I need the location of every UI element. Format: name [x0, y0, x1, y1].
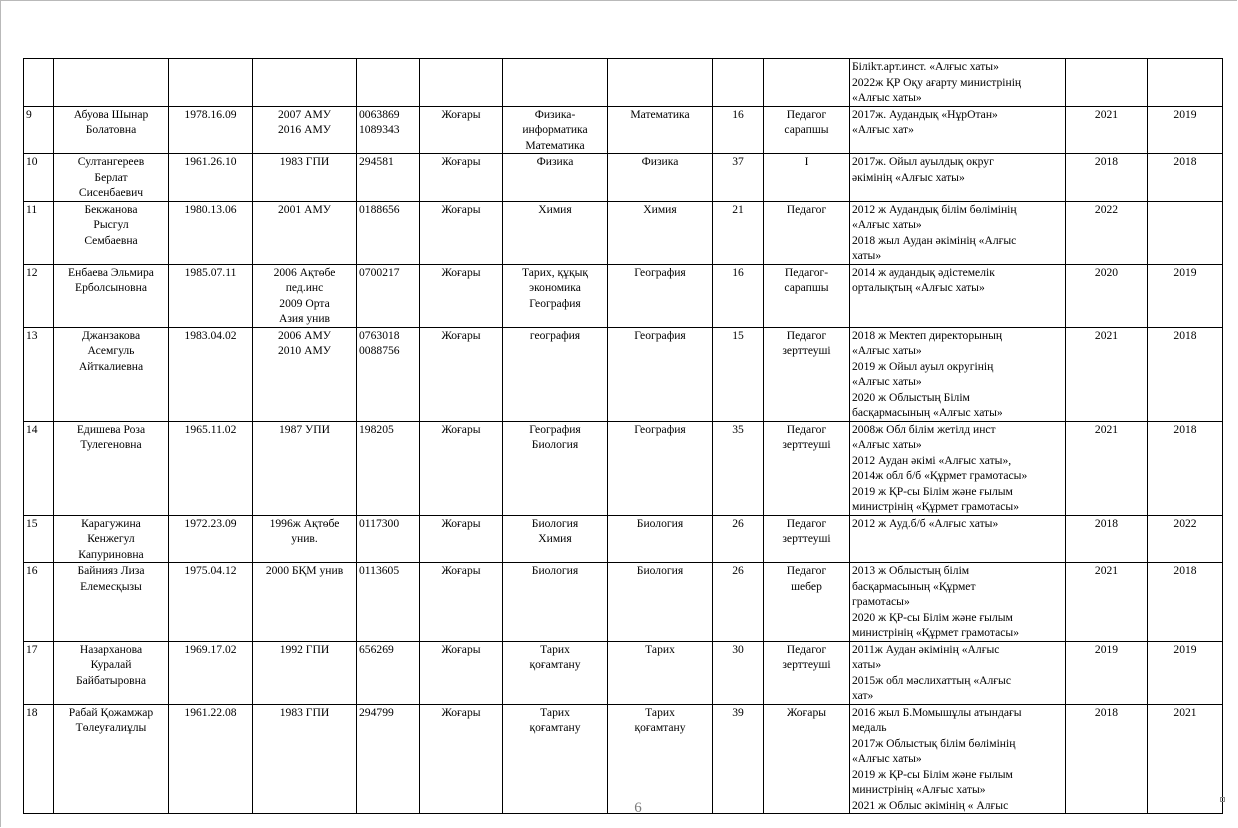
specialty-line: информатика	[522, 123, 588, 136]
cell-experience: 37	[713, 154, 764, 202]
awards-line: орталықтың «Алғыс хаты»	[852, 281, 985, 294]
diploma-line: 656269	[359, 642, 394, 656]
specialty-line: Биология	[531, 564, 579, 577]
table-row	[24, 515, 1223, 563]
cell-year1: 2021	[1066, 563, 1148, 642]
cell-experience: 16	[713, 264, 764, 327]
cell-birth: 1961.22.08	[169, 704, 253, 814]
edu-line: 2009 Орта	[279, 296, 330, 310]
cell-name	[54, 106, 169, 154]
page-corner-marker	[1220, 797, 1225, 802]
cell-level: Жоғары	[420, 421, 503, 515]
name-line: Рабай Қожамжар	[68, 705, 154, 719]
diploma-line: 294799	[359, 705, 394, 719]
awards-line: «Алғыс хаты»	[852, 344, 922, 357]
name-line: Назарханова	[79, 642, 143, 656]
cell-category	[764, 327, 850, 421]
awards-line: 2020 ж ҚР-сы Білім және ғылым	[852, 610, 1013, 624]
category-line: Педагог	[786, 328, 827, 342]
awards-line: министрінің «Алғыс хаты»	[852, 783, 986, 796]
name-line: Байбатыровна	[75, 673, 147, 687]
awards-line: грамотасы»	[852, 595, 910, 608]
table-row	[24, 327, 1223, 421]
cell-subject	[608, 154, 713, 202]
edu-line: 1992 ГПИ	[279, 642, 330, 656]
specialty-line: Тарих	[540, 642, 570, 656]
edu-line: 2000 БҚМ унив	[265, 564, 344, 577]
category-line: зерттеуші	[782, 532, 831, 545]
cell-specialty	[503, 264, 608, 327]
cell-subject	[608, 59, 713, 107]
cell-year2	[1148, 59, 1223, 107]
cell-birth	[169, 59, 253, 107]
cell-edu	[253, 59, 357, 107]
awards-line: 2011ж Аудан әкімінің «Алғыс	[852, 642, 1000, 656]
cell-year1: 2022	[1066, 201, 1148, 264]
cell-edu	[253, 154, 357, 202]
cell-category	[764, 641, 850, 704]
table-row	[24, 154, 1223, 202]
awards-line: 2016 жыл Б.Момышұлы атындағы	[852, 705, 1022, 719]
cell-birth: 1975.04.12	[169, 563, 253, 642]
cell-edu	[253, 327, 357, 421]
awards-line: 2017ж Облыстық білім бөлімінің	[852, 736, 1016, 750]
cell-level	[420, 59, 503, 107]
cell-awards	[850, 327, 1066, 421]
category-line: зерттеуші	[782, 658, 831, 671]
awards-line: хат»	[852, 689, 874, 702]
awards-line: 2021 ж Облыс әкімінің « Алғыс	[852, 798, 1009, 812]
awards-line: 2019 ж ҚР-сы Білім және ғылым	[852, 767, 1013, 781]
cell-awards	[850, 704, 1066, 814]
specialty-line: география	[529, 328, 581, 342]
cell-diploma	[357, 641, 420, 704]
name-line: Джанзакова	[81, 328, 141, 342]
name-line: Абуова Шынар	[73, 107, 149, 121]
awards-line: министрінің «Құрмет грамотасы»	[852, 626, 1020, 639]
cell-experience: 16	[713, 106, 764, 154]
awards-line: әкімінің «Алғыс хаты»	[852, 170, 965, 184]
awards-line: 2017ж. Аудандық «НұрОтан»	[852, 107, 998, 121]
cell-edu	[253, 704, 357, 814]
cell-year2: 2018	[1148, 563, 1223, 642]
name-line: Төлеуғалиұлы	[75, 721, 147, 734]
specialty-line: қоғамтану	[529, 658, 581, 671]
awards-line: 2018 жыл Аудан әкімінің «Алғыс	[852, 233, 1017, 247]
table-row	[24, 704, 1223, 814]
cell-specialty	[503, 201, 608, 264]
name-line: Капуриновна	[78, 547, 144, 561]
diploma-line: 0117300	[359, 516, 400, 530]
cell-awards	[850, 59, 1066, 107]
awards-line: басқармасының «Алғыс хаты»	[852, 406, 1003, 419]
subject-line: География	[634, 265, 686, 279]
cell-edu	[253, 201, 357, 264]
awards-line: «Алғыс хаты»	[852, 752, 922, 765]
staff-table	[23, 58, 1223, 814]
category-line: I	[804, 155, 809, 168]
category-line: Жоғары	[786, 705, 827, 719]
cell-diploma	[357, 704, 420, 814]
diploma-line: 0063869	[359, 107, 400, 121]
cell-category	[764, 264, 850, 327]
cell-num: 9	[24, 106, 54, 154]
cell-category	[764, 201, 850, 264]
specialty-line: Математика	[525, 138, 585, 152]
edu-line: 2006 АМУ	[278, 328, 331, 342]
cell-diploma	[357, 327, 420, 421]
cell-subject	[608, 563, 713, 642]
name-line: Рысгул	[93, 218, 129, 231]
cell-year1: 2020	[1066, 264, 1148, 327]
cell-name	[54, 515, 169, 563]
awards-line: 2018 ж Мектеп директорының	[852, 328, 1003, 342]
name-line: Бекжанова	[84, 202, 138, 216]
name-line: Берлат	[94, 170, 128, 184]
cell-experience: 39	[713, 704, 764, 814]
awards-line: «Алғыс хаты»	[852, 218, 922, 231]
specialty-line: Физика-	[534, 107, 576, 121]
name-line: Сембаевна	[84, 233, 138, 247]
cell-name	[54, 264, 169, 327]
cell-year1: 2021	[1066, 421, 1148, 515]
cell-year1: 2019	[1066, 641, 1148, 704]
cell-category	[764, 704, 850, 814]
name-line: Ерболсыновна	[75, 281, 147, 294]
subject-line: Физика	[641, 155, 679, 168]
cell-year2: 2018	[1148, 421, 1223, 515]
edu-line: 2010 АМУ	[278, 344, 331, 357]
table-row	[24, 563, 1223, 642]
cell-name	[54, 563, 169, 642]
cell-birth: 1978.16.09	[169, 106, 253, 154]
cell-category	[764, 515, 850, 563]
table-row	[24, 264, 1223, 327]
cell-awards	[850, 154, 1066, 202]
cell-level: Жоғары	[420, 327, 503, 421]
cell-level: Жоғары	[420, 264, 503, 327]
cell-experience	[713, 59, 764, 107]
cell-num: 10	[24, 154, 54, 202]
awards-line: 2019 ж Ойыл ауыл округінің	[852, 359, 994, 373]
cell-awards	[850, 106, 1066, 154]
cell-subject	[608, 704, 713, 814]
name-line: Елемесқызы	[80, 579, 142, 593]
cell-year2: 2022	[1148, 515, 1223, 563]
cell-birth: 1980.13.06	[169, 201, 253, 264]
cell-num: 16	[24, 563, 54, 642]
cell-level: Жоғары	[420, 154, 503, 202]
edu-line: 2006 Ақтөбе	[273, 265, 336, 279]
table-row	[24, 201, 1223, 264]
specialty-line: Биология	[531, 438, 579, 451]
cell-category	[764, 154, 850, 202]
category-line: Педагог	[786, 516, 827, 530]
cell-subject	[608, 327, 713, 421]
category-line: Педагог	[786, 202, 827, 216]
awards-line: медаль	[852, 721, 887, 734]
cell-num: 13	[24, 327, 54, 421]
specialty-line: География	[529, 422, 581, 436]
table-row	[24, 641, 1223, 704]
category-line: Педагог	[786, 642, 827, 656]
cell-level: Жоғары	[420, 641, 503, 704]
cell-level: Жоғары	[420, 515, 503, 563]
name-line: Айткалиевна	[78, 359, 144, 373]
awards-line: «Алғыс хаты»	[852, 375, 922, 388]
edu-line: 1983 ГПИ	[279, 705, 330, 719]
cell-subject	[608, 106, 713, 154]
cell-year1: 2018	[1066, 515, 1148, 563]
diploma-line: 0700217	[359, 265, 400, 279]
cell-specialty	[503, 641, 608, 704]
category-line: Педагог	[786, 107, 827, 121]
subject-line: Биология	[636, 516, 684, 530]
cell-year1: 2018	[1066, 154, 1148, 202]
subject-line: Тарих	[645, 705, 675, 719]
cell-category	[764, 563, 850, 642]
cell-edu	[253, 264, 357, 327]
awards-line: 2020 ж Облыстың Білім	[852, 390, 970, 404]
cell-birth: 1972.23.09	[169, 515, 253, 563]
cell-name	[54, 201, 169, 264]
cell-specialty	[503, 704, 608, 814]
cell-edu	[253, 641, 357, 704]
awards-line: 2008ж Обл білім жетілд инст	[852, 422, 996, 436]
cell-diploma	[357, 515, 420, 563]
cell-subject	[608, 201, 713, 264]
awards-line: 2014ж обл б/б «Құрмет грамотасы»	[852, 469, 1028, 482]
name-line: Байнияз Лиза	[77, 564, 145, 577]
cell-specialty	[503, 515, 608, 563]
cell-edu	[253, 563, 357, 642]
name-line: Едишева Роза	[76, 422, 146, 436]
name-line: Карагужина	[81, 516, 141, 530]
edu-line: 1987 УПИ	[278, 422, 331, 436]
cell-diploma	[357, 154, 420, 202]
cell-level: Жоғары	[420, 704, 503, 814]
subject-line: Биология	[636, 564, 684, 577]
cell-specialty	[503, 421, 608, 515]
cell-year1: 2021	[1066, 327, 1148, 421]
specialty-line: қоғамтану	[529, 721, 581, 734]
cell-year1: 2021	[1066, 106, 1148, 154]
subject-line: Математика	[630, 107, 690, 121]
awards-line: 2012 Аудан әкімі «Алғыс хаты»,	[852, 453, 1012, 467]
subject-line: География	[634, 422, 686, 436]
cell-name	[54, 59, 169, 107]
awards-line: 2019 ж ҚР-сы Білім және ғылым	[852, 484, 1013, 498]
cell-awards	[850, 264, 1066, 327]
table-row-continued	[24, 59, 1223, 107]
edu-line: 2016 АМУ	[278, 123, 331, 136]
cell-num: 15	[24, 515, 54, 563]
cell-awards	[850, 641, 1066, 704]
cell-year1	[1066, 59, 1148, 107]
category-line: сарапшы	[784, 281, 829, 294]
cell-birth: 1961.26.10	[169, 154, 253, 202]
cell-birth: 1965.11.02	[169, 421, 253, 515]
specialty-line: Физика	[536, 155, 574, 168]
cell-specialty	[503, 327, 608, 421]
awards-line: 2012 ж Ауд.б/б «Алғыс хаты»	[852, 516, 999, 530]
edu-line: унив.	[291, 532, 318, 545]
cell-name	[54, 154, 169, 202]
category-line: Педагог	[786, 422, 827, 436]
diploma-line: 1089343	[359, 123, 400, 136]
cell-num: 12	[24, 264, 54, 327]
cell-birth: 1985.07.11	[169, 264, 253, 327]
awards-line: басқармасының «Құрмет	[852, 579, 976, 593]
cell-experience: 26	[713, 515, 764, 563]
cell-year2: 2019	[1148, 641, 1223, 704]
cell-specialty	[503, 154, 608, 202]
awards-line: 2017ж. Ойыл ауылдық округ	[852, 155, 994, 168]
edu-line: Азия унив	[278, 312, 331, 325]
cell-experience: 15	[713, 327, 764, 421]
cell-category	[764, 421, 850, 515]
cell-name	[54, 641, 169, 704]
category-line: зерттеуші	[782, 344, 831, 357]
cell-num: 17	[24, 641, 54, 704]
cell-num: 18	[24, 704, 54, 814]
cell-subject	[608, 421, 713, 515]
name-line: Сисенбаевич	[78, 186, 144, 199]
category-line: Педагог	[786, 564, 827, 577]
cell-subject	[608, 264, 713, 327]
cell-year2: 2018	[1148, 327, 1223, 421]
awards-line: 2012 ж Аудандық білім бөлімінің	[852, 202, 1017, 216]
cell-specialty	[503, 59, 608, 107]
specialty-line: Химия	[538, 532, 572, 545]
name-line: Тулегеновна	[80, 438, 142, 451]
cell-year2: 2019	[1148, 264, 1223, 327]
cell-diploma	[357, 201, 420, 264]
cell-edu	[253, 421, 357, 515]
award-line: 2022ж ҚР Оқу ағарту министрінің	[852, 75, 1022, 89]
award-line: «Алғыс хаты»	[852, 91, 922, 104]
cell-diploma	[357, 421, 420, 515]
category-line: сарапшы	[784, 123, 829, 136]
edu-line: 2007 АМУ	[278, 107, 331, 121]
cell-subject	[608, 515, 713, 563]
cell-experience: 30	[713, 641, 764, 704]
cell-edu	[253, 515, 357, 563]
subject-line: Химия	[643, 202, 677, 216]
awards-line: 2014 ж аудандық әдістемелік	[852, 265, 995, 279]
cell-experience: 35	[713, 421, 764, 515]
cell-awards	[850, 201, 1066, 264]
specialty-line: Химия	[538, 202, 572, 216]
cell-category	[764, 106, 850, 154]
edu-line: 1983 ГПИ	[279, 155, 330, 168]
cell-birth: 1969.17.02	[169, 641, 253, 704]
cell-level: Жоғары	[420, 106, 503, 154]
cell-experience: 26	[713, 563, 764, 642]
cell-category	[764, 59, 850, 107]
cell-year2	[1148, 201, 1223, 264]
cell-edu	[253, 106, 357, 154]
awards-line: министрінің «Құрмет грамотасы»	[852, 500, 1020, 513]
cell-level: Жоғары	[420, 563, 503, 642]
specialty-line: Биология	[531, 516, 579, 530]
specialty-line: Тарих, құқық	[521, 265, 589, 279]
awards-line: «Алғыс хаты»	[852, 438, 922, 451]
name-line: Кенжегул	[87, 532, 135, 545]
edu-line: 1996ж Ақтөбе	[269, 516, 340, 530]
name-line: Куралай	[90, 658, 132, 671]
awards-line: 2013 ж Облыстың білім	[852, 564, 970, 577]
cell-specialty	[503, 563, 608, 642]
cell-awards	[850, 421, 1066, 515]
cell-experience: 21	[713, 201, 764, 264]
awards-line: «Алғыс хат»	[852, 123, 914, 136]
name-line: Султангереев	[77, 155, 145, 168]
table-row	[24, 106, 1223, 154]
specialty-line: экономика	[529, 281, 581, 294]
name-line: Асемгуль	[87, 344, 135, 357]
diploma-line: 0763018	[359, 328, 400, 342]
diploma-line: 198205	[359, 422, 394, 436]
cell-diploma	[357, 563, 420, 642]
diploma-line: 0088756	[359, 344, 400, 357]
subject-line: Тарих	[645, 642, 675, 656]
edu-line: 2001 АМУ	[278, 202, 331, 216]
name-line: Енбаева Эльмира	[68, 265, 154, 279]
cell-level: Жоғары	[420, 201, 503, 264]
cell-diploma	[357, 106, 420, 154]
diploma-line: 294581	[359, 155, 394, 168]
cell-name	[54, 421, 169, 515]
cell-name	[54, 327, 169, 421]
page-number: 6	[634, 800, 642, 816]
subject-line: қоғамтану	[634, 721, 686, 734]
cell-num: 11	[24, 201, 54, 264]
cell-diploma	[357, 59, 420, 107]
category-line: Педагог-	[784, 265, 829, 279]
awards-line: хаты»	[852, 658, 882, 671]
awards-line: 2015ж обл мәслихаттың «Алғыс	[852, 673, 1011, 687]
cell-specialty	[503, 106, 608, 154]
award-line: Біліkт.арт.инст. «Алғыс хаты»	[852, 60, 999, 73]
cell-diploma	[357, 264, 420, 327]
diploma-line: 0188656	[359, 202, 400, 216]
diploma-line: 0113605	[359, 564, 400, 577]
cell-subject	[608, 641, 713, 704]
edu-line: пед.инс	[285, 281, 324, 294]
category-line: зерттеуші	[782, 438, 831, 451]
cell-year2: 2021	[1148, 704, 1223, 814]
specialty-line: Тарих	[540, 705, 570, 719]
cell-awards	[850, 563, 1066, 642]
specialty-line: География	[529, 296, 581, 310]
cell-year1: 2018	[1066, 704, 1148, 814]
cell-num	[24, 59, 54, 107]
awards-line: хаты»	[852, 249, 882, 262]
cell-year2: 2019	[1148, 106, 1223, 154]
table-row	[24, 421, 1223, 515]
cell-year2: 2018	[1148, 154, 1223, 202]
category-line: шебер	[791, 579, 822, 593]
cell-num: 14	[24, 421, 54, 515]
subject-line: География	[634, 328, 686, 342]
cell-awards	[850, 515, 1066, 563]
cell-name	[54, 704, 169, 814]
cell-birth: 1983.04.02	[169, 327, 253, 421]
name-line: Болатовна	[85, 123, 137, 136]
